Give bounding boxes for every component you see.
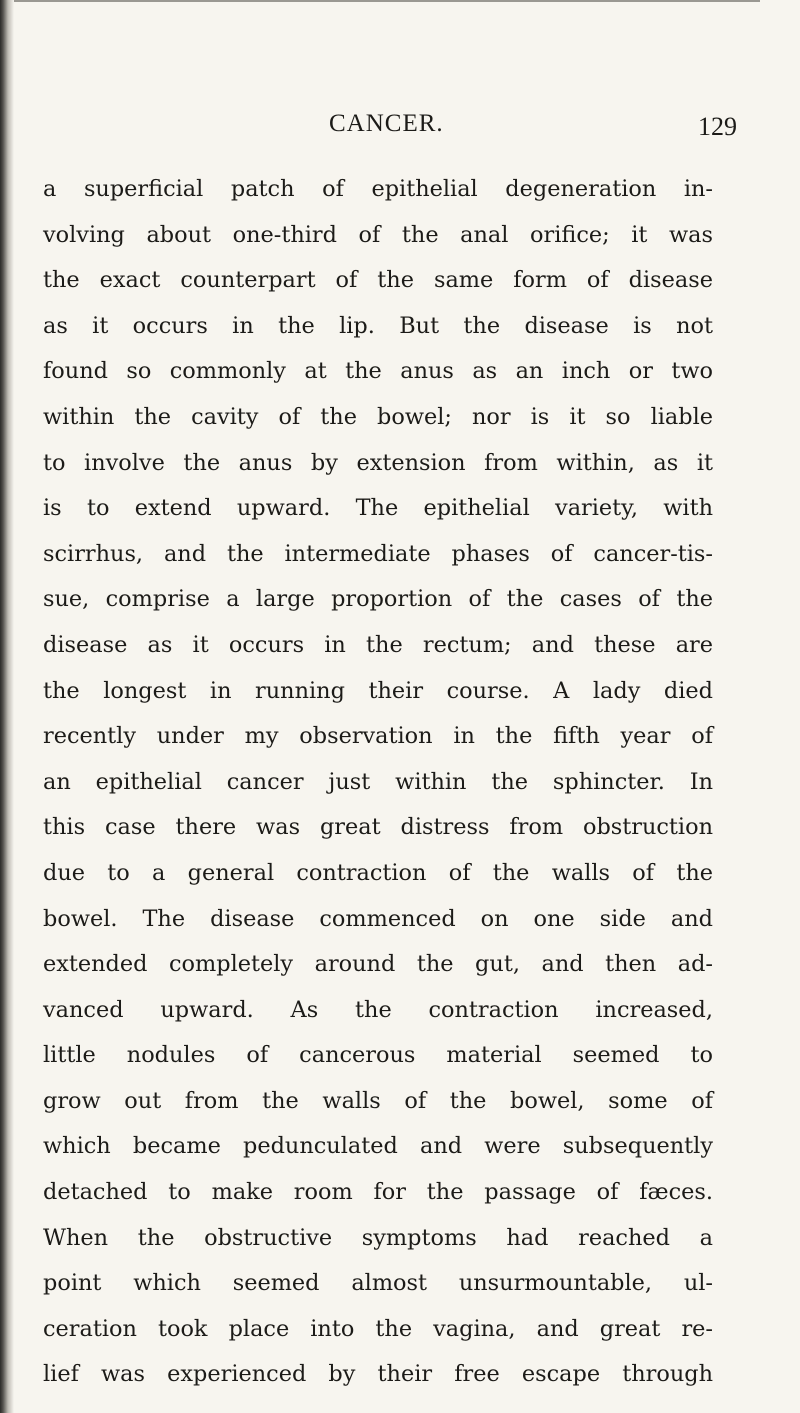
text-line: lief was experienced by their free escape through — [43, 1361, 713, 1388]
left-binding-shadow — [0, 0, 14, 1413]
text-line: vanced upward. As the contraction increased, — [43, 996, 713, 1023]
text-line: volving about one-third of the anal orifice; it was — [43, 221, 713, 248]
text-line: disease as it occurs in the rectum; and these are — [43, 631, 713, 658]
text-line: sue, comprise a large proportion of the cases of the — [43, 586, 713, 613]
text-line: grow out from the walls of the bowel, some of — [43, 1087, 713, 1114]
text-line: as it occurs in the lip. But the disease is not — [43, 312, 713, 339]
text-line: is to extend upward. The epithelial variety, with — [43, 495, 713, 522]
text-line: little nodules of cancerous material seemed to — [43, 1042, 713, 1069]
text-line: to involve the anus by extension from within, as it — [43, 449, 713, 476]
text-line: this case there was great distress from obstruction — [43, 814, 713, 841]
text-line: recently under my observation in the fifth year of — [43, 723, 713, 750]
body-text — [43, 167, 713, 1398]
top-page-edge — [0, 0, 760, 2]
page-number: 129 — [698, 112, 737, 141]
text-line: scirrhus, and the intermediate phases of cancer-tis- — [43, 540, 713, 567]
text-line: the longest in running their course. A lady died — [43, 677, 713, 704]
text-line: due to a general contraction of the walls of the — [43, 859, 713, 886]
text-line: extended completely around the gut, and then ad- — [43, 951, 713, 978]
text-line: within the cavity of the bowel; nor is it so liable — [43, 403, 713, 430]
text-line: which became pedunculated and were subsequently — [43, 1133, 713, 1160]
text-line: point which seemed almost unsurmountable, ul- — [43, 1270, 713, 1297]
text-line: the exact counterpart of the same form of disease — [43, 267, 713, 294]
running-title: CANCER. — [329, 110, 444, 137]
text-line: detached to make room for the passage of fæces. — [43, 1179, 713, 1206]
text-line: ceration took place into the vagina, and great re- — [43, 1315, 713, 1342]
text-line: a superficial patch of epithelial degeneration in- — [43, 176, 713, 202]
text-line: an epithelial cancer just within the sphincter. In — [43, 768, 713, 795]
running-head — [0, 110, 800, 150]
text-line: found so commonly at the anus as an inch or two — [43, 358, 713, 385]
text-line: bowel. The disease commenced on one side and — [43, 905, 713, 932]
text-line: When the obstructive symptoms had reached a — [43, 1224, 713, 1251]
